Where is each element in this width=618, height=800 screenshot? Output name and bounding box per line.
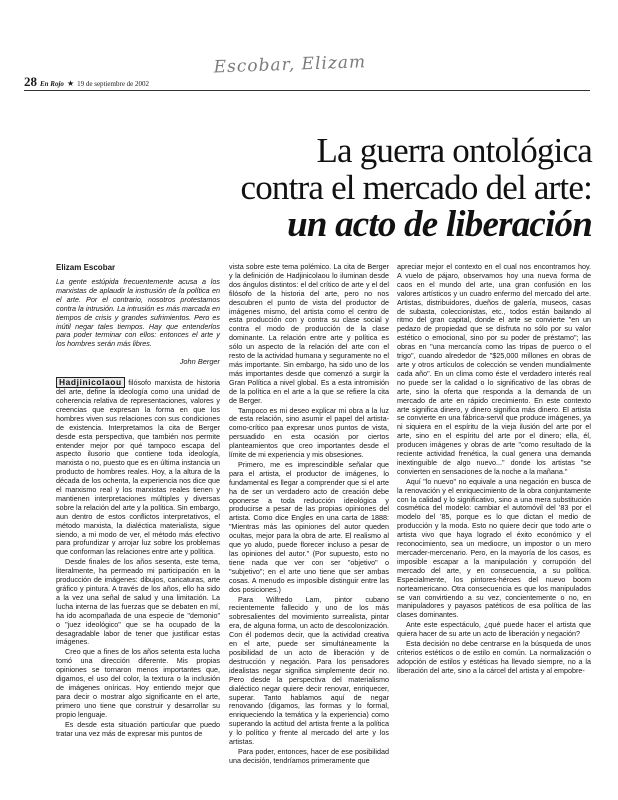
article-column-1	[56, 278, 220, 739]
paragraph: Aquí "lo nuevo" no equivale a una negación en busca de la renovación y el enriquecimiento de la obra conjuntamente con la calidad y lo significativo, sino a una mera substitución cosmética del modelo: cambiar el automóvil del '83 por el modelo del '85, porque es lo que dictan el medio de producción y la moda. Esto no quiere decir que todo arte o artista vivo que haya logrado el éxito económico y el reconocimiento, sea un mediocre, un impostor o un mero mercader-mercenario. Pero, en la mayoría de los casos, es imposible escapar a la manipulación y corrupción del mercado del arte, y en consecuencia, a su política. Especialmente, los pintores-héroes del nuevo boom norteamericano. Otra consecuencia es que los manipulados se van convirtiendo a su vez, concientemente o no, en manipuladores y payasos patéticos de esa política de las clases dominantes.	[397, 476, 591, 620]
epigraph-text: La gente estúpida frecuentemente acusa a los marxistas de aplaudir la instrusión de la política en el arte. Por el contrario, nosotros protestamos contra la intrusión. La intrusión es más marcada en tiempos de crisis y grandes sufrimientos. Pero es inútil negar tales tiempos. Hay que entenderlos para poder terminar con ellos: entonces el arte y los hombres serán más libres.	[56, 277, 220, 349]
article-column-2	[229, 263, 389, 767]
paragraph-text: filósofo marxista de historia del arte, define la ideología como una unidad de coherencia relativa de representaciones, valores y creencias que expresan la forma en que los hombres viven sus relaciones con sus condiciones de existencia. Interpretamos la cita de Berger desde esta perspectiva, que también nos permite entender mejor por qué tampoco escapa del aspecto ilusorio que contiene toda ideología, marxista o no, puesto que es en última instancia un producto de hombres reales. Hoy, a la altura de la década de los ochenta, la experiencia nos dice que el marxismo real y los marxistas reales tienen y mantienen interpretaciones múltiples y diversas sobre la relación del arte y la política. Sin embargo, aun dentro de estos conflictos interpretativos, el método marxista, la dialéctica materialista, sigue siendo, a mi modo de ver, el método más efectivo para profundizar y arrojar luz sobre los problemas que conforman las relaciones entre arte y política.	[56, 378, 220, 557]
article-title	[240, 132, 592, 243]
paragraph: Para Wilfredo Lam, pintor cubano recientemente fallecido y uno de los más sobresalientes del movimiento surrealista, pintar era, de alguna forma, un acto de descolonización. Con él podemos decir, que la actividad creativa en el arte, puede ser simultáneamente la posibilidad de un acto de liberación y de destrucción y negación. Para los pensadores idealistas negar significa simplemente decir no. Pero desde la perspectiva del materialismo dialéctico negar quiere decir renovar, enriquecer, superar. Tanto hablamos aquí de negar renovando (digamos, las formas y lo formal, enriqueciendo la temática y la experiencia) como superando la actitud del artista frente a la política y lo político y frente al mercado del arte y los artistas.	[229, 594, 389, 747]
paragraph: Para poder, entonces, hacer de ese posibilidad una decisión, tendríamos primeramente que	[229, 746, 389, 765]
star-icon: ★	[66, 79, 75, 88]
paragraph: Creo que a fines de los años setenta esta lucha tomó una dirección diferente. Mis propias opiniones se tornaron menos importantes que, digamos, el uso del color, la textura o la inclusión de imágenes oníricas. Hoy entiendo mejor que para decir o mostrar algo significante en el arte, primero uno tiene que construir y desarrollar su propio lenguaje.	[56, 647, 220, 719]
highlighted-word: Hadjinicolaou	[56, 377, 125, 388]
paragraph: Tampoco es mi deseo explicar mi obra a la luz de esta relación, sino asumir el papel del artista-como-crítico paa expresar unos puntos de vista, persuadido en esta ocasión por ciertos planteamientos que creo importantes desde el límite de mi experiencia y mis obsesiones.	[229, 405, 389, 460]
paragraph: Es desde esta situación particular que puedo tratar una vez más de expresar mis puntos de	[56, 719, 220, 738]
paragraph: Ante este espectáculo, ¿qué puede hacer el artista que quiera hacer de su arte un acto de liberación y negación?	[397, 620, 591, 639]
title-line-3: un acto de liberación	[287, 204, 592, 245]
paragraph: Esta decisión no debe centrarse en la búsqueda de unos criterios estéticos o de estilo en común. La normalización o adopción de estilos y estéticas ha llevado siempre, no a la liberación del arte, sino a la cárcel del artista y al empobre-	[397, 639, 591, 675]
paragraph: vista sobre este tema polémico. La cita de Berger y la definición de Hadjinicolaou lo iluminan desde dos ángulos distintos: el del crítico de arte y el del filósofo de la historia del arte, pero no nos descubren el punto de vista del productor de imágenes mismo, del artista como el centro de esta producción con y contra su clase social y contra el modo de producción de la clase dominante. La relación entre arte y política es sólo un aspecto de la relación del arte con el resto de la actividad humana y seguramente no el más importante. Sin embargo, ha sido uno de los más importantes desde que comenzó a surgir la Gran Política a nivel global. Es a esta intromisión de la política en el arte a la que se refiere la cita de Berger.	[229, 262, 389, 405]
epigraph-author: John Berger	[179, 357, 220, 367]
handwritten-annotation: Escobar, Elizam	[213, 52, 367, 78]
paragraph: apreciar mejor el contexto en el cual nos encontramos hoy. A vuelo de pájaro, observamos hoy una nueva forma de caos en el mundo del arte, una gran confusión en los valores artísticos y un cuadro enfermo del mercado del arte. Artistas, distribuidores, dueños de galería, museos, casas de subasta, coleccionistas, etc., todos están bailando al ritmo del gran capital, donde el arte se convierte "en un pedazo de propiedad que se disfruta no sólo por su valor estético o emocional, sino por su poder de préstamo"; las obras en "una mercancía como las tripas de puerco o el trigo", cuando alrededor de "$25,000 millones en obras de arte y otros artículos de colección se venden mundialmente cada año". En un clima como éste el verdadero interés real no puede ser la calidad o lo significativo de las obras de arte, sino la oferta que responda a la demanda de un mercado de arte en rápido crecimiento. En este contexto arte significa dinero, y dinero significa más dinero. El artista se convierte en una fábrica-servil que produce imágenes, ya ni siquiera en el espíritu de la vieja ilusión del arte por el arte, sino en el espíritu del arte por el dinero; ella, él, producen imágenes y obras de arte "como resultado de la reciente actividad frenética, la cual genera una demanda inextinguible de algo nuevo..." donde los artistas "se convierten en sensaciones de la noche a la mañana."	[397, 262, 591, 476]
paragraph: Primero, me es imprescindible señalar que para el artista, el productor de imágenes, lo fundamental es llegar a comprender que si el arte ha de ser un verdadero acto de creación debe oponerse a toda reducción ideológica y producirse a pesar de las propias opiniones del artista. Como dice Engles en una carta de 1888: "Mientras más las opiniones del autor queden ocultas, mejor para la obra de arte. El realismo al que yo aludo, puede florecer incluso a pesar de las opiniones del autor." (Por supuesto, esto no tiene nada que ver con ser "objetivo" o "subjetivo"; en el arte uno tiene que ser ambas cosas. A menudo es imposible distinguir entre las dos posiciones.)	[229, 459, 389, 594]
publication-name: En Rojo	[40, 80, 64, 88]
article-column-3	[397, 263, 591, 677]
page-number: 28	[24, 74, 37, 89]
paragraph: Desde finales de los años sesenta, este tema, literalmente, ha permeado mi participación en la producción de imágenes: dibujos, caricaturas, arte gráfico y pintura. A través de los años, ello ha sido a la vez una señal de salud y una limitación. La lucha interna de las fuerzas que se debaten en mí, ha ido acompañada de una especie de "demonio" o "juez ideológico" que se ha ocupado de la desagradable labor de tener que justificar estas imágenes.	[56, 557, 220, 647]
header-rule	[24, 90, 590, 91]
title-line-2: contra el mercado del arte:	[240, 168, 592, 207]
publication-date: 19 de septiembre de 2002	[77, 80, 150, 88]
page-header	[24, 74, 149, 88]
paragraph	[56, 377, 220, 557]
author-byline: Elizam Escobar	[56, 263, 116, 272]
title-line-1: La guerra ontológica	[316, 131, 592, 170]
